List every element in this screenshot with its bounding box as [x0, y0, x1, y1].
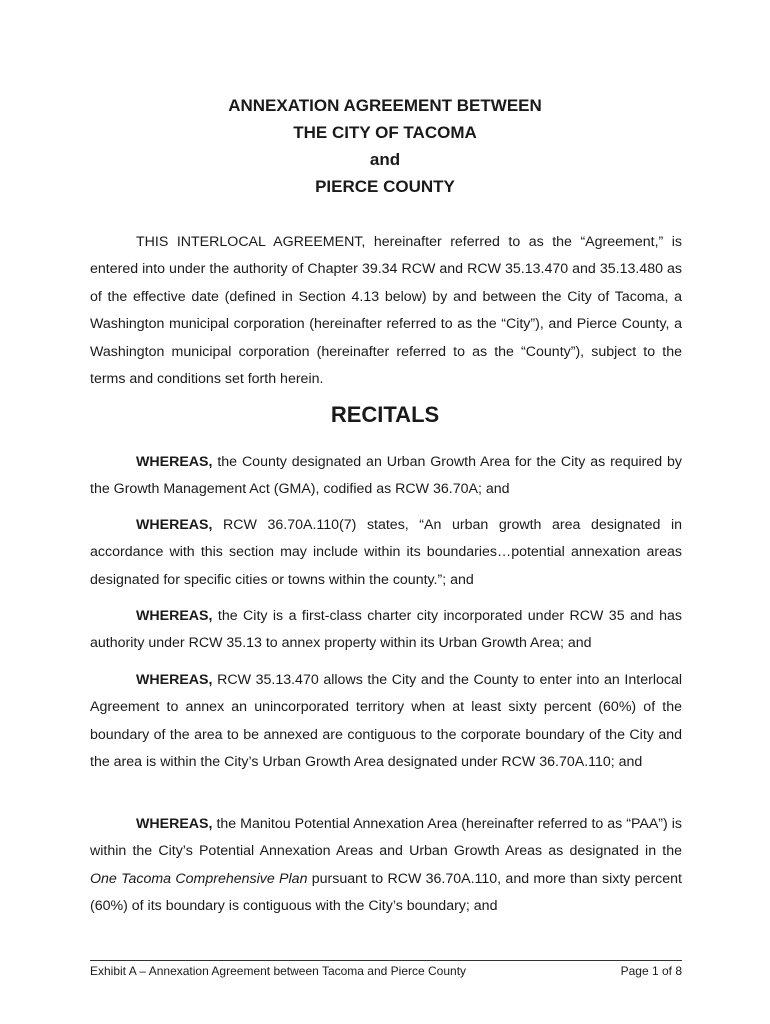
whereas-label: WHEREAS,	[136, 816, 213, 832]
footer-exhibit-label: Exhibit A – Annexation Agreement between Tacoma and Pierce County	[90, 964, 467, 978]
recital-paragraph-3	[90, 603, 682, 658]
recital-text: the City is a first-class charter city incorporated under RCW 35 and has authority under RCW 35.13 to annex property within its Urban Growth Area; and	[90, 608, 682, 652]
recitals-heading: RECITALS	[330, 402, 440, 427]
recital-text: RCW 35.13.470 allows the City and the County to enter into an Interlocal Agreement to annex an unincorporated territory when at least sixty percent (60%) of the boundary of the area to be annexed are contiguous to the corporate boundary of the City and the area is within the City’s Urban Growth Area designated under RCW 36.70A.110; and	[90, 672, 682, 771]
title-line-2: THE CITY OF TACOMA	[293, 123, 477, 142]
title-line-3: and	[369, 150, 401, 169]
intro-paragraph: THIS INTERLOCAL AGREEMENT, hereinafter referred to as the “Agreement,” is entered into under the authority of Chapter 39.34 RCW and RCW 35.13.470 and 35.13.480 as of the effective date (defined in Section 4.13 below) by and between the City of Tacoma, a Washington municipal corporation (hereinafter referred to as the “City”), and Pierce County, a Washington municipal corporation (hereinafter referred to as the “County”), subject to the terms and conditions set forth herein.	[90, 234, 682, 388]
title-line-4: PIERCE COUNTY	[315, 177, 455, 196]
recital-paragraph-4	[90, 667, 682, 777]
recital-text: RCW 36.70A.110(7) states, “An urban growth area designated in accordance with this section may include within its boundaries…potential annexation areas designated for specific cities or towns within the county.”; and	[90, 517, 682, 588]
whereas-label: WHEREAS,	[136, 672, 213, 688]
recital-text: the County designated an Urban Growth Area for the City as required by the Growth Management Act (GMA), codified as RCW 36.70A; and	[90, 454, 682, 498]
document-title	[0, 92, 770, 200]
recital-paragraph-1	[90, 449, 682, 504]
plan-title: One Tacoma Comprehensive Plan	[90, 870, 308, 887]
title-line-1: ANNEXATION AGREEMENT BETWEEN	[228, 96, 542, 115]
whereas-label: WHEREAS,	[136, 517, 213, 533]
whereas-label: WHEREAS,	[136, 608, 213, 624]
recital-paragraph-2	[90, 512, 682, 594]
recital-paragraph-5	[90, 811, 682, 921]
recital-text-after: pursuant to RCW 36.70A.110, and more than sixty percent (60%) of its boundary is contiguous with the City’s boundary; and	[90, 870, 682, 915]
recital-text-before: the Manitou Potential Annexation Area (hereinafter referred to as “PAA”) is within the City’s Potential Annexation Areas and Urban Growth Areas as designated in the	[90, 816, 682, 860]
footer-divider	[90, 960, 682, 961]
page-number: Page 1 of 8	[620, 964, 682, 978]
whereas-label: WHEREAS,	[136, 454, 213, 470]
